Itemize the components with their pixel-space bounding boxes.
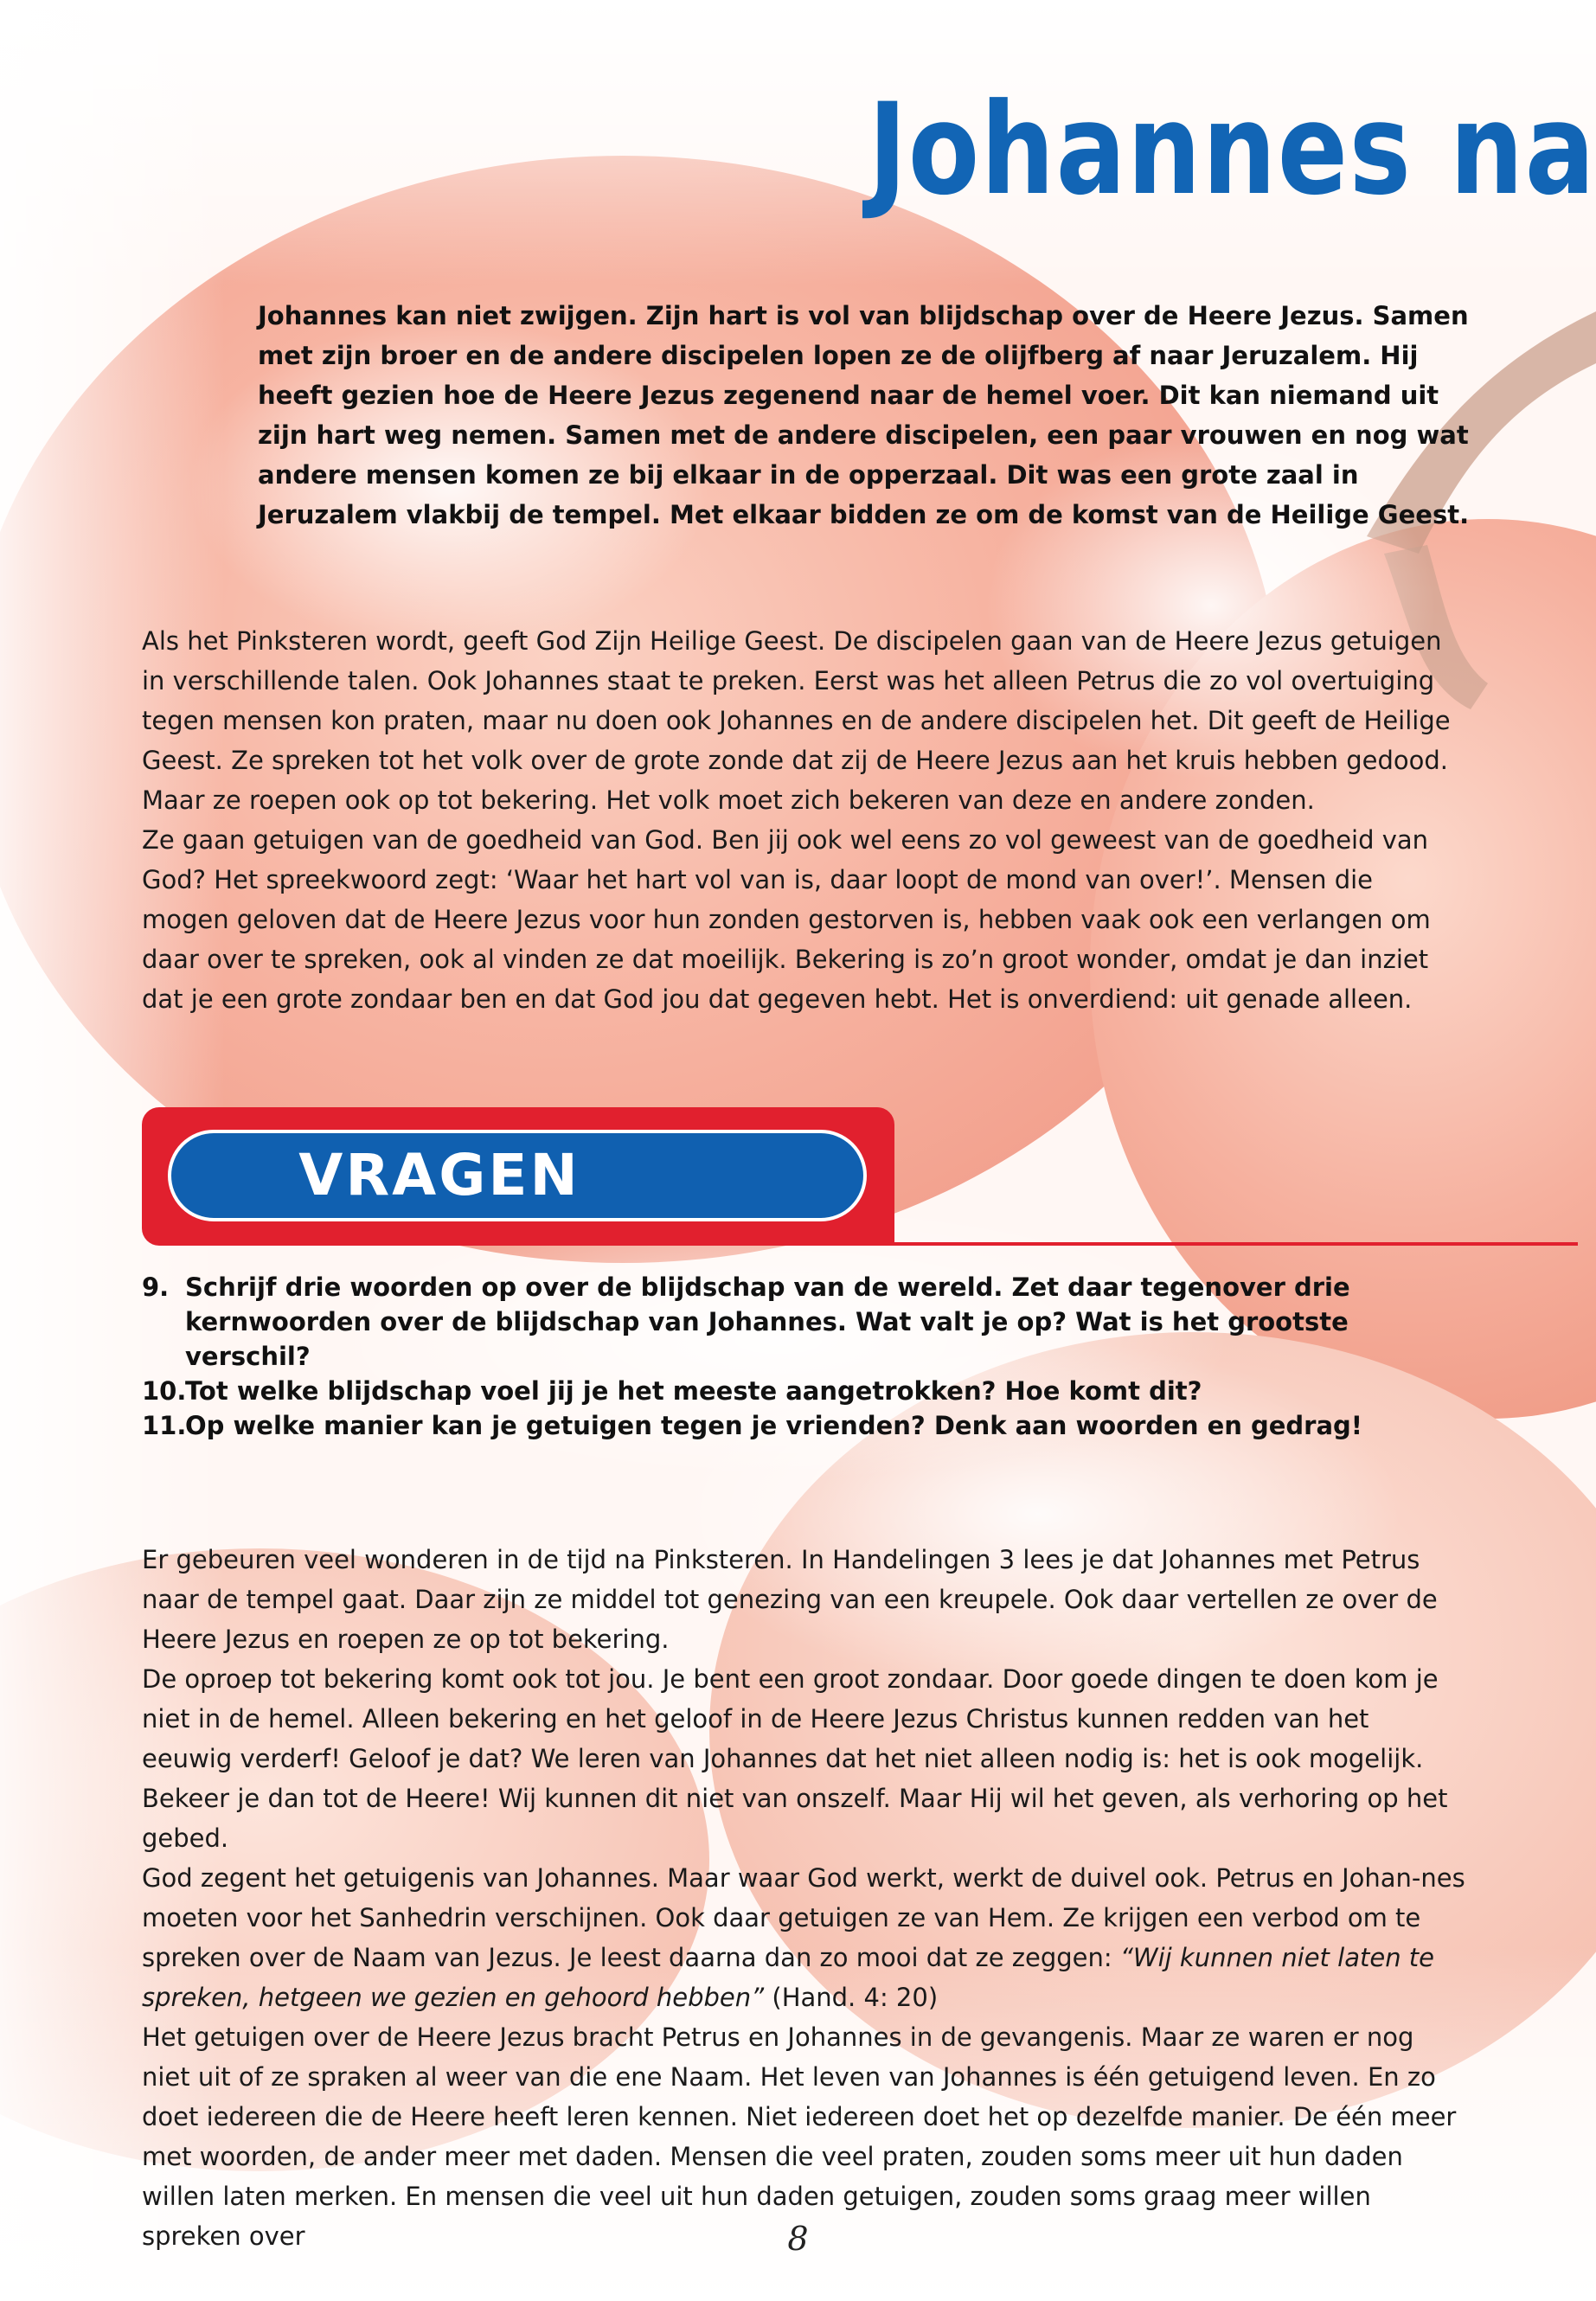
vragen-header-label: VRAGEN <box>298 1142 580 1208</box>
question-text: Tot welke blijdschap voel jij je het meeste aangetrokken? Hoe komt dit? <box>185 1376 1202 1406</box>
section2-paragraph-1: Er gebeuren veel wonderen in de tijd na Pinksteren. In Handelingen 3 lees je dat Johannes met Petrus naar de tempel gaat. Daar zijn ze middel tot genezing van een kreupele. Ook daar vertellen ze over de Heere Jezus en roepen ze op tot bekering. <box>142 1545 1438 1654</box>
section2-paragraph-3 <box>142 1858 1465 2017</box>
questions-list <box>142 1270 1457 1443</box>
question-item <box>142 1374 1457 1408</box>
question-number: 9. <box>142 1272 170 1302</box>
question-text: Schrijf drie woorden op over de blijdschap van de wereld. Zet daar tegenover drie kernwoorden over de blijdschap van Johannes. Wat valt je op? Wat is het grootste verschil? <box>185 1272 1350 1371</box>
vragen-header-box <box>142 1107 894 1246</box>
page-number: 8 <box>787 2220 809 2258</box>
body-section-2 <box>142 1540 1465 2256</box>
page-title: Johannes na <box>868 76 1596 223</box>
section2-paragraph-3-start: God zegent het getuigenis van Johannes. Maar waar God werkt, werkt de duivel ook. Petrus en Johan-nes moeten voor het Sanhedrin verschijnen. Ook daar getuigen ze van Hem. Ze krijgen een verbod om te spreken over de Naam van Jezus. Je leest daarna dan zo mooi dat ze zeggen: <box>142 1863 1465 1972</box>
vragen-divider-line <box>894 1242 1578 1246</box>
question-number: 11. <box>142 1411 187 1440</box>
intro-text: Johannes kan niet zwijgen. Zijn hart is vol van blijdschap over de Heere Jezus. Samen met zijn broer en de andere discipelen lopen ze de olijfberg af naar Jeruzalem. Hij heeft gezien hoe de Heere Jezus zegenend naar de hemel voer. Dit kan niemand uit zijn hart weg nemen. Samen met de andere discipelen, een paar vrouwen en nog wat andere mensen komen ze bij elkaar in de opperzaal. Dit was een grote zaal in Jeruzalem vlakbij de tempel. Met elkaar bidden ze om de komst van de Heilige Geest. <box>258 301 1470 529</box>
section1-paragraph-1: Als het Pinksteren wordt, geeft God Zijn Heilige Geest. De discipelen gaan van de Heere Jezus getuigen in verschillende talen. Ook Johannes staat te preken. Eerst was het alleen Petrus die zo vol overtuiging tegen mensen kon praten, maar nu doen ook Johannes en de andere discipelen het. Dit geeft de Heilige Geest. Ze spreken tot het volk over de grote zonde dat zij de Heere Jezus aan het kruis hebben gedood. Maar ze roepen ook op tot bekering. Het volk moet zich bekeren van deze en andere zonden. <box>142 626 1451 815</box>
section1-paragraph-2: Ze gaan getuigen van de goedheid van God. Ben jij ook wel eens zo vol geweest van de goedheid van God? Het spreekwoord zegt: ‘Waar het hart vol van is, daar loopt de mond van over!’. Mensen die mogen geloven dat de Heere Jezus voor hun zonden gestorven is, hebben vaak ook een verlangen om daar over te spreken, ook al vinden ze dat moeilijk. Bekering is zo’n groot wonder, omdat je dan inziet dat je een grote zondaar ben en dat God jou dat gegeven hebt. Het is onverdiend: uit genade alleen. <box>142 825 1431 1014</box>
question-number: 10. <box>142 1376 187 1406</box>
question-item <box>142 1270 1457 1374</box>
intro-paragraph <box>258 296 1486 535</box>
section2-paragraph-2: De oproep tot bekering komt ook tot jou. Je bent een groot zondaar. Door goede dingen te doen kom je niet in de hemel. Alleen bekering en het geloof in de Heere Jezus Christus kunnen redden van het eeuwig verderf! Geloof je dat? We leren van Johannes dat het niet alleen nodig is: het is ook mogelijk. Bekeer je dan tot de Heere! Wij kunnen dit niet van onszelf. Maar Hij wil het geven, als verhoring op het gebed. <box>142 1664 1448 1853</box>
question-text: Op welke manier kan je getuigen tegen je vrienden? Denk aan woorden en gedrag! <box>185 1411 1363 1440</box>
vragen-header-pill <box>168 1130 867 1221</box>
scripture-reference: (Hand. 4: 20) <box>764 1983 939 2012</box>
scripture-quote: “Wij kunnen niet laten te spreken, hetgeen we gezien en gehoord hebben” <box>142 1943 1434 2012</box>
section2-paragraph-4: Het getuigen over de Heere Jezus bracht Petrus en Johannes in de gevangenis. Maar ze waren er nog niet uit of ze spraken al weer van die ene Naam. Het leven van Johannes is één getuigend leven. En zo doet iedereen die de Heere heeft leren kennen. Niet iedereen doet het op dezelfde manier. De één meer met woorden, de ander meer met daden. Mensen die veel praten, zouden soms meer uit hun daden willen laten merken. En mensen die veel uit hun daden getuigen, zouden soms graag meer willen spreken over <box>142 2022 1457 2251</box>
question-item <box>142 1408 1457 1443</box>
body-section-1 <box>142 621 1465 1019</box>
